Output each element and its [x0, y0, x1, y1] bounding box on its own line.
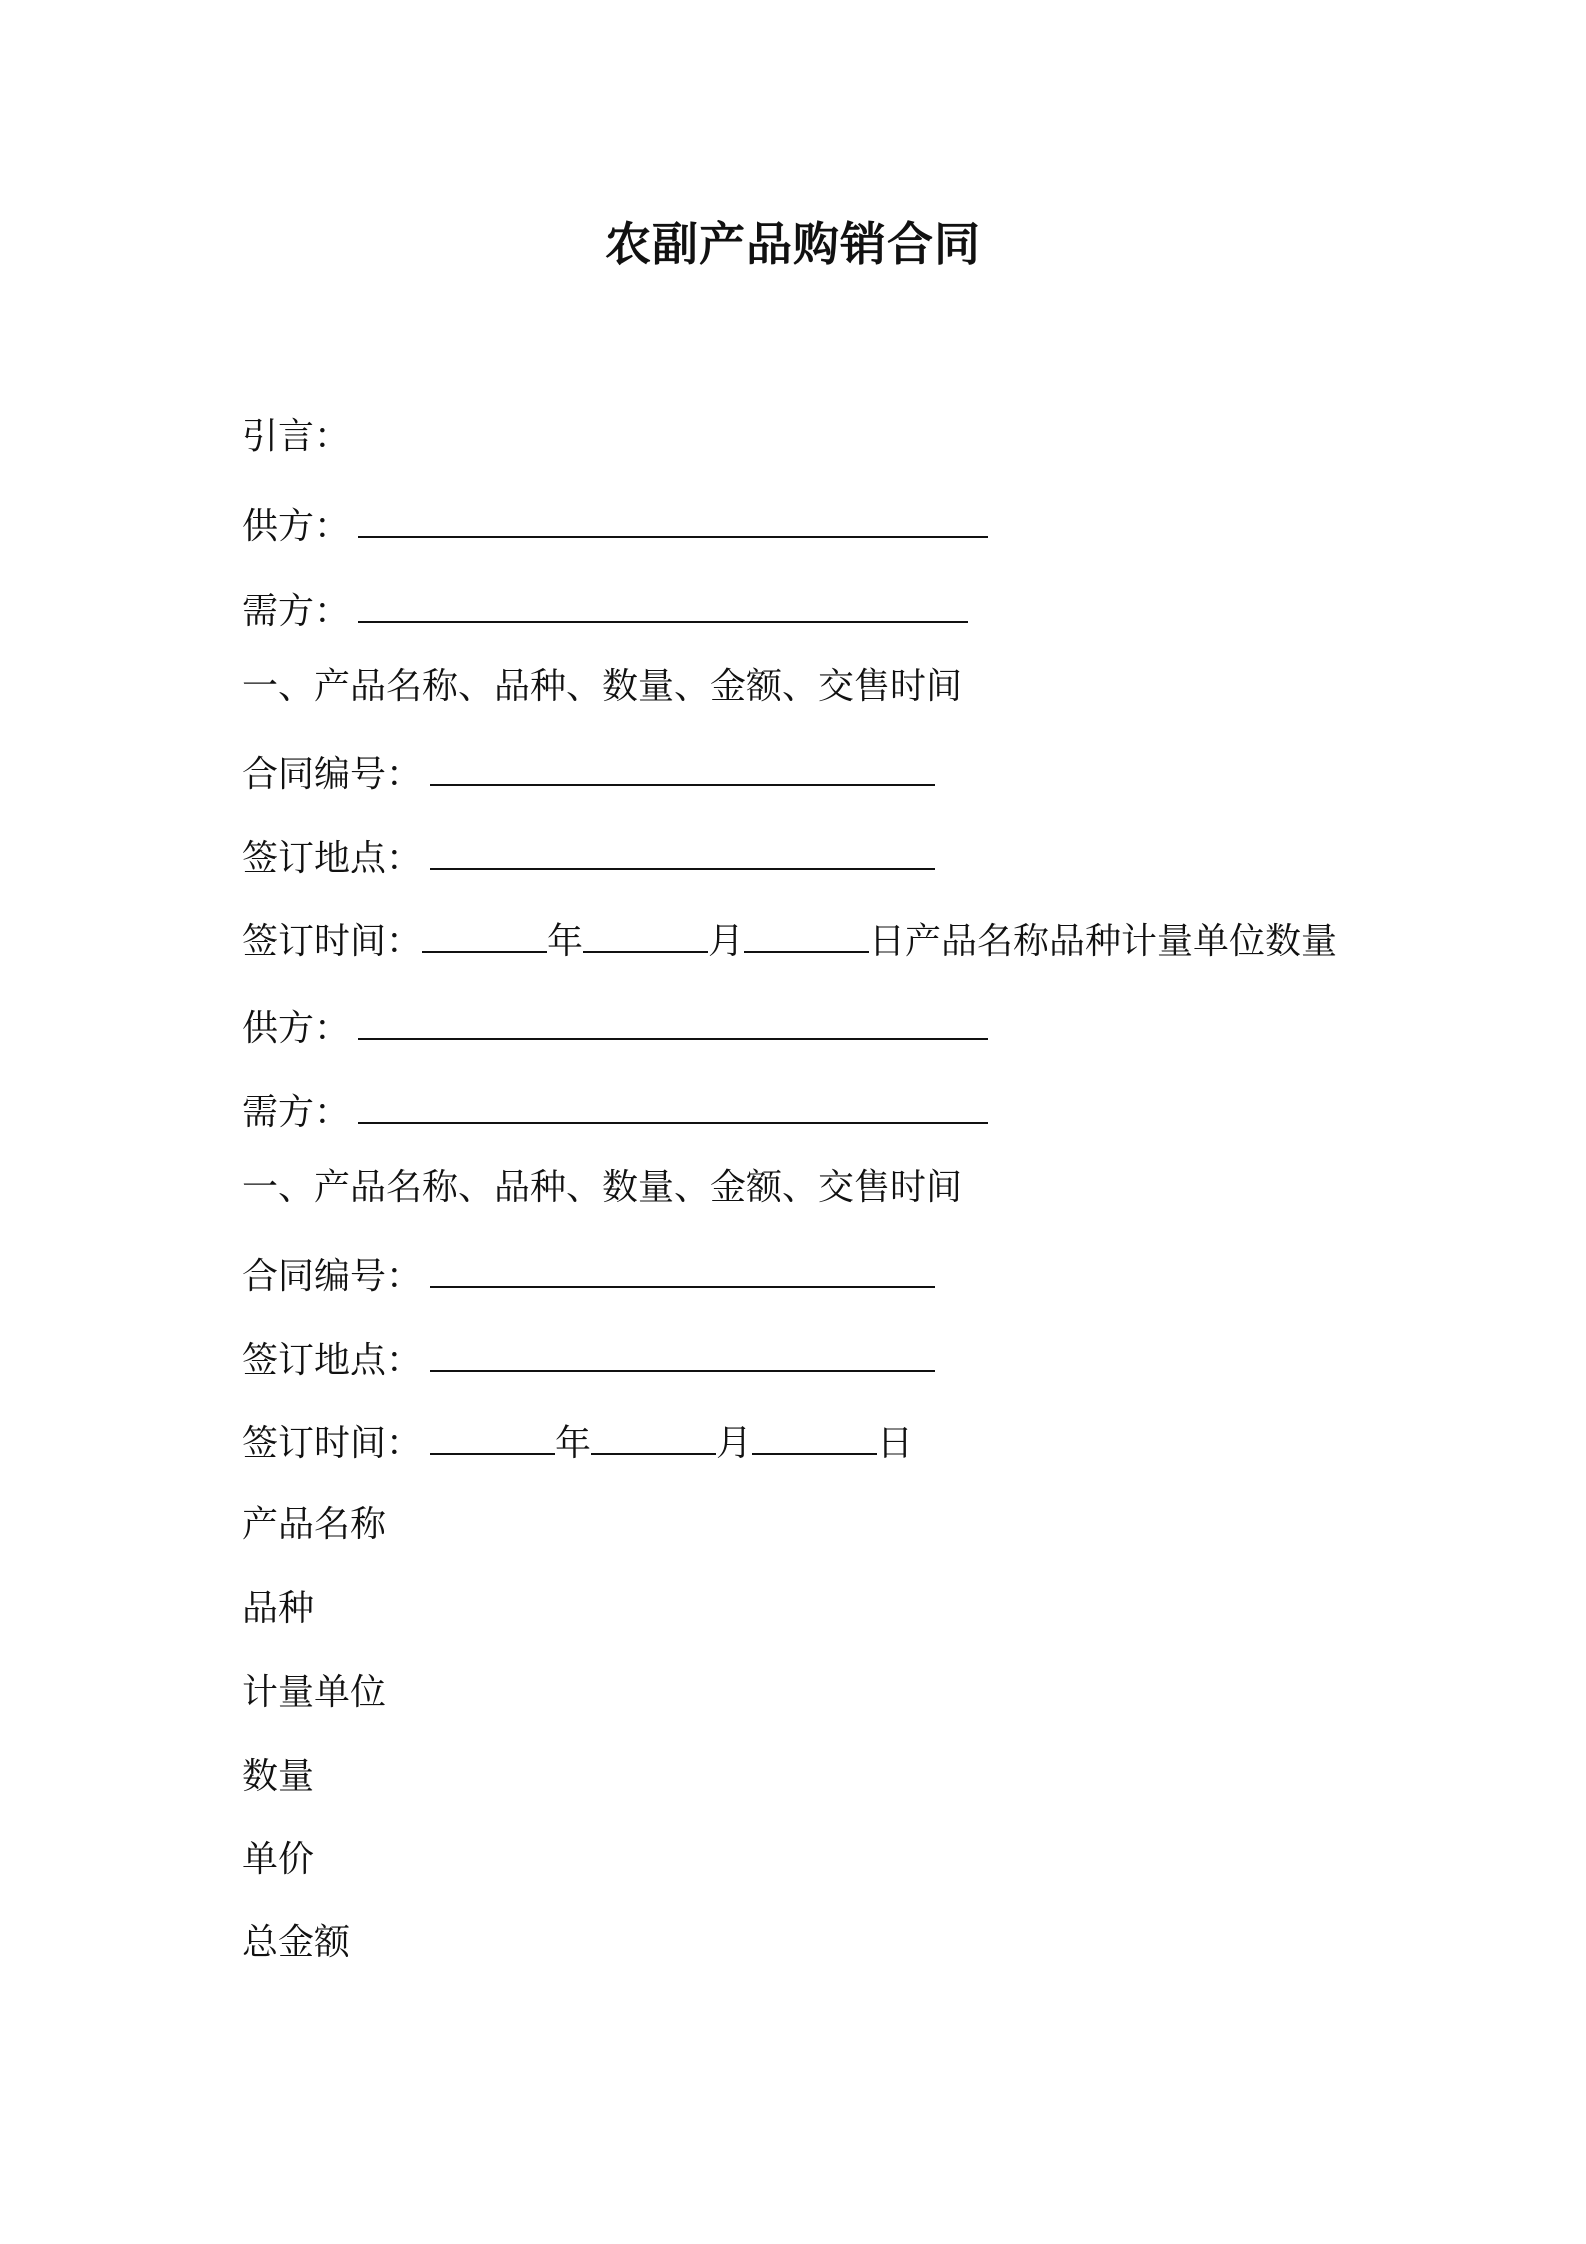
sign-time-label: 签订时间： [242, 921, 423, 962]
sign-month-blank[interactable] [583, 915, 708, 953]
buyer-line-2 [242, 1086, 988, 1138]
contract-no-line-2 [242, 1250, 935, 1302]
day-tail-text: 日产品名称品种计量单位数量 [869, 921, 1338, 962]
month-label-2: 月 [716, 1423, 753, 1464]
section-heading-text-2: 一、产品名称、品种、数量、金额、交售时间 [242, 1167, 963, 1208]
sign-place-line [242, 832, 935, 884]
intro-line [242, 412, 350, 462]
sign-year-blank[interactable] [422, 915, 547, 953]
sign-time-label-2: 签订时间： [242, 1423, 423, 1464]
year-label-2: 年 [555, 1423, 592, 1464]
sign-place-blank[interactable] [430, 832, 935, 870]
supplier-line [242, 500, 988, 552]
unit-price-line [242, 1835, 314, 1885]
sign-place-label-2: 签订地点： [242, 1340, 423, 1381]
total-amount-label: 总金额 [242, 1922, 351, 1963]
sign-time-line-2 [242, 1417, 913, 1469]
contract-no-line [242, 748, 935, 800]
unit-label: 计量单位 [242, 1672, 387, 1713]
sign-place-label: 签订地点： [242, 838, 423, 879]
section-heading-2 [242, 1163, 962, 1213]
year-label: 年 [547, 921, 584, 962]
month-label: 月 [708, 921, 745, 962]
section-heading-text: 一、产品名称、品种、数量、金额、交售时间 [242, 666, 963, 707]
contract-no-label: 合同编号： [242, 754, 423, 795]
sign-place-line-2 [242, 1334, 935, 1386]
supplier-line-2 [242, 1002, 988, 1054]
supplier-blank-2[interactable] [358, 1002, 988, 1040]
total-amount-line [242, 1918, 350, 1968]
quantity-line [242, 1752, 314, 1802]
contract-no-blank[interactable] [430, 748, 935, 786]
product-name-line [242, 1500, 386, 1550]
contract-no-blank-2[interactable] [430, 1250, 935, 1288]
supplier-blank[interactable] [358, 500, 988, 538]
sign-month-blank-2[interactable] [591, 1417, 716, 1455]
buyer-line [242, 585, 968, 637]
sign-place-blank-2[interactable] [430, 1334, 935, 1372]
buyer-blank-2[interactable] [358, 1086, 988, 1124]
supplier-label-2: 供方： [242, 1008, 351, 1049]
variety-label: 品种 [242, 1588, 315, 1629]
buyer-blank[interactable] [358, 585, 968, 623]
buyer-label: 需方： [242, 591, 351, 632]
supplier-label: 供方： [242, 506, 351, 547]
variety-line [242, 1584, 314, 1634]
sign-day-blank-2[interactable] [752, 1417, 877, 1455]
sign-year-blank-2[interactable] [430, 1417, 555, 1455]
unit-price-label: 单价 [242, 1839, 315, 1880]
unit-line [242, 1668, 386, 1718]
buyer-label-2: 需方： [242, 1092, 351, 1133]
product-name-label: 产品名称 [242, 1504, 387, 1545]
quantity-label: 数量 [242, 1756, 315, 1797]
document-title: 农副产品购销合同 [605, 217, 981, 271]
sign-time-line [242, 915, 1337, 967]
sign-day-blank[interactable] [744, 915, 869, 953]
day-label-2: 日 [877, 1423, 914, 1464]
contract-no-label-2: 合同编号： [242, 1256, 423, 1297]
section-heading [242, 662, 962, 712]
intro-label: 引言： [242, 416, 351, 457]
